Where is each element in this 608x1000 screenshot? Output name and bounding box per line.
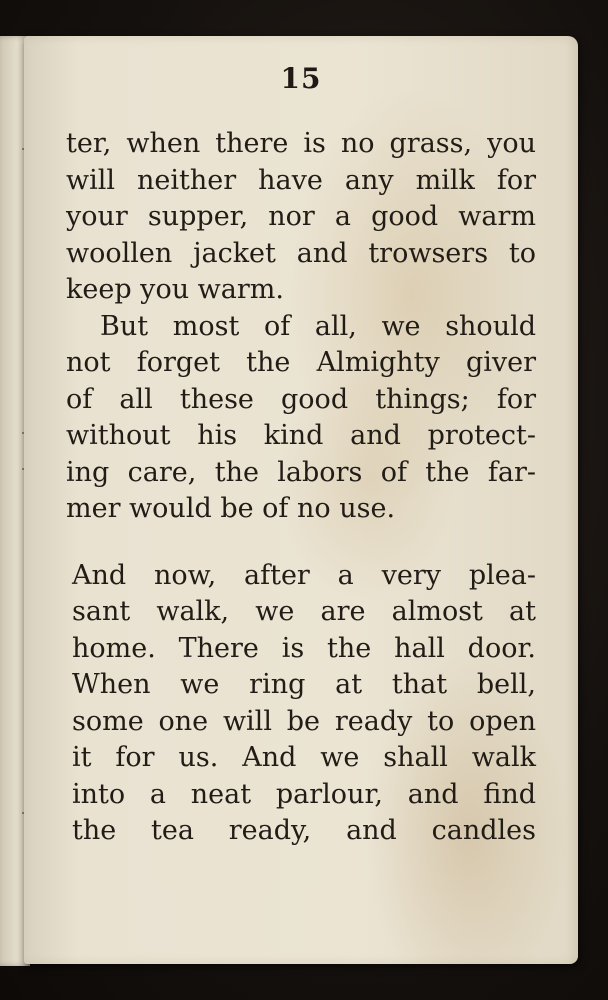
page-number: 15	[280, 62, 322, 95]
paragraph-1	[66, 126, 536, 309]
text-line: of all these good things; for	[66, 383, 536, 415]
text-line: the tea ready, and candles	[72, 815, 536, 846]
page-text	[66, 126, 536, 850]
book-page	[24, 36, 578, 964]
text-line: ter, when there is no grass, you	[66, 128, 536, 159]
text-line: mer would be of no use.	[66, 493, 396, 524]
text-line: ing care, the labors of the far-	[66, 456, 536, 488]
text-line: it for us. And we shall walk	[72, 742, 536, 773]
paragraph-spacer	[66, 528, 536, 558]
text-line: keep you warm.	[66, 274, 284, 305]
text-line: home. There is the hall door.	[72, 632, 536, 664]
text-line: But most of all, we should	[100, 310, 536, 342]
text-line: your supper, nor a good warm	[66, 201, 536, 232]
paragraph-4	[66, 667, 536, 850]
text-line: When we ring at that bell,	[72, 669, 536, 700]
paragraph-3	[66, 558, 536, 668]
text-line: woollen jacket and trowsers to	[66, 237, 536, 269]
text-line: without his kind and protect-	[66, 420, 536, 451]
paragraph-2	[66, 309, 536, 528]
text-line: some one will be ready to open	[72, 705, 536, 737]
text-line: And now, after a very plea-	[72, 559, 536, 591]
text-line: into a neat parlour, and find	[72, 778, 536, 810]
text-line: not forget the Almighty giver	[66, 347, 536, 378]
text-line: sant walk, we are almost at	[72, 596, 536, 627]
text-line: will neither have any milk for	[66, 164, 536, 196]
